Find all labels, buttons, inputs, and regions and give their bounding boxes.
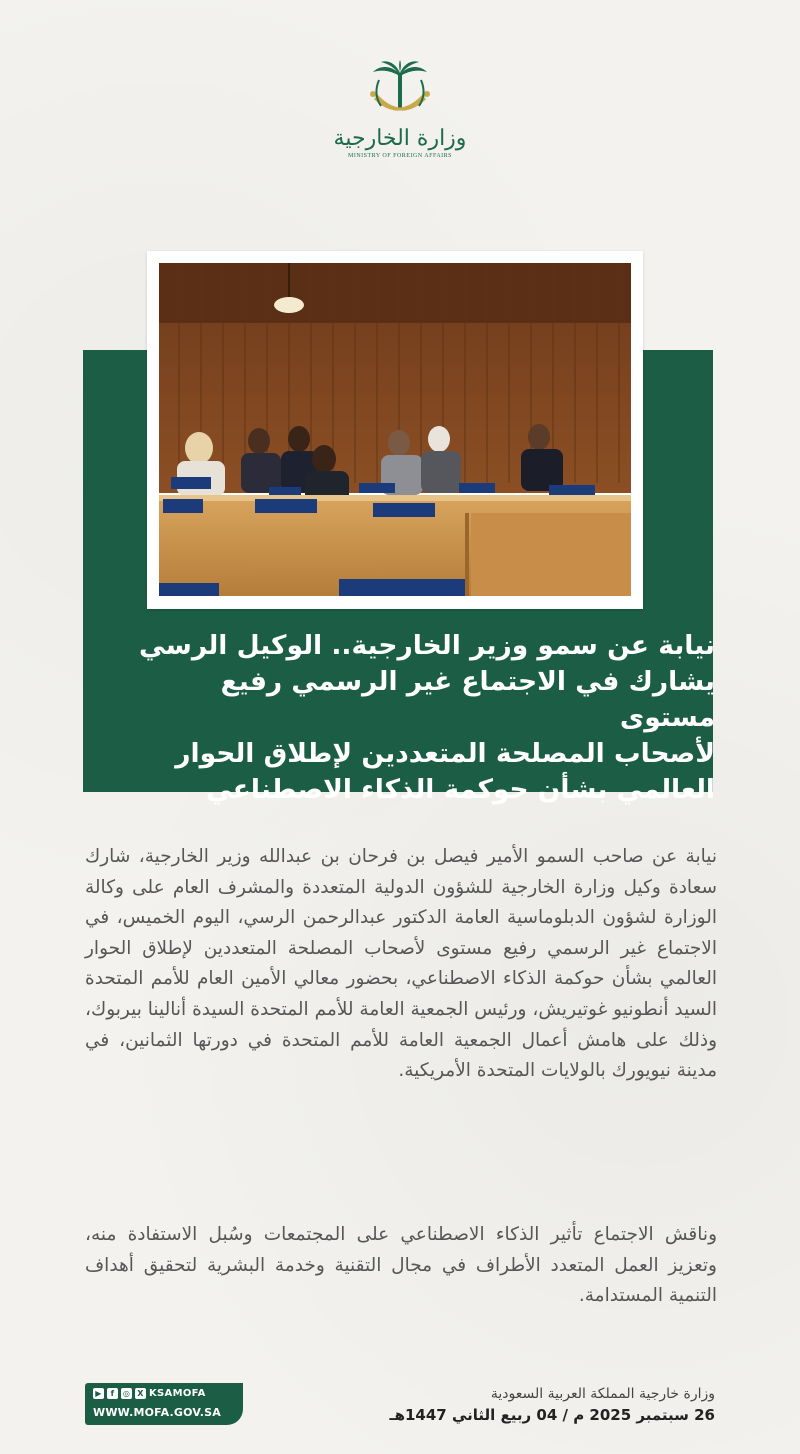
website-link[interactable]: WWW.MOFA.GOV.SA — [93, 1406, 221, 1419]
meeting-photo — [159, 263, 631, 596]
headline: نيابة عن سمو وزير الخارجية.. الوكيل الرسي يشارك في الاجتماع غير الرسمي رفيع مستوى لأصحاب المصلحة المتعددين لإطلاق الحوار العالمي بشأن حوكمة الذكاء الاصطناعي — [138, 630, 715, 805]
facebook-icon[interactable]: f — [107, 1388, 118, 1399]
ministry-logo — [330, 60, 470, 185]
x-icon[interactable]: X — [135, 1388, 146, 1399]
emblem-icon — [365, 60, 435, 126]
footer-info — [389, 1384, 715, 1426]
footer-date: 26 سبتمبر 2025 م / 04 ربيع الثاني 1447هـ — [389, 1406, 715, 1424]
youtube-icon[interactable]: ▶ — [93, 1388, 104, 1399]
social-row — [93, 1388, 206, 1399]
meeting-photo-image — [159, 263, 631, 596]
body-paragraph-2: وناقش الاجتماع تأثير الذكاء الاصطناعي على المجتمعات وسُبل الاستفادة منه، وتعزيز العمل المتعدد الأطراف في مجال التقنية وخدمة البشرية لتحقيق أهداف التنمية المستدامة. — [85, 1224, 717, 1307]
footer-org: وزارة خارجية المملكة العربية السعودية — [490, 1386, 715, 1402]
logo-arabic-text: وزارة الخارجية — [333, 126, 467, 151]
social-badge — [85, 1383, 243, 1425]
photo-frame — [147, 251, 643, 609]
social-handle[interactable]: KSAMOFA — [149, 1388, 206, 1399]
instagram-icon[interactable]: ◎ — [122, 1389, 131, 1398]
logo-english-text: MINISTRY OF FOREIGN AFFAIRS — [347, 153, 453, 159]
body-paragraph-1: نيابة عن صاحب السمو الأمير فيصل بن فرحان بن عبدالله وزير الخارجية، شارك سعادة وكيل وزارة الخارجية للشؤون الدولية المتعددة والمشرف العام على وكالة الوزارة لشؤون الدبلوماسية العامة الدكتور عبدالرحمن الرسي، اليوم الخميس، في الاجتماع غير الرسمي رفيع مستوى لأصحاب المصلحة المتعددين لإطلاق الحوار العالمي بشأن حوكمة الذكاء الاصطناعي، بحضور معالي الأمين العام للأمم المتحدة السيد أنطونيو غوتيريش، ورئيس الجمعية العامة للأمم المتحدة السيدة أنالينا بيربوك، وذلك على هامش أعمال الجمعية العامة للأمم المتحدة في دورتها الثمانين، في مدينة نيويورك بالولايات المتحدة الأمريكية. — [85, 846, 717, 1082]
